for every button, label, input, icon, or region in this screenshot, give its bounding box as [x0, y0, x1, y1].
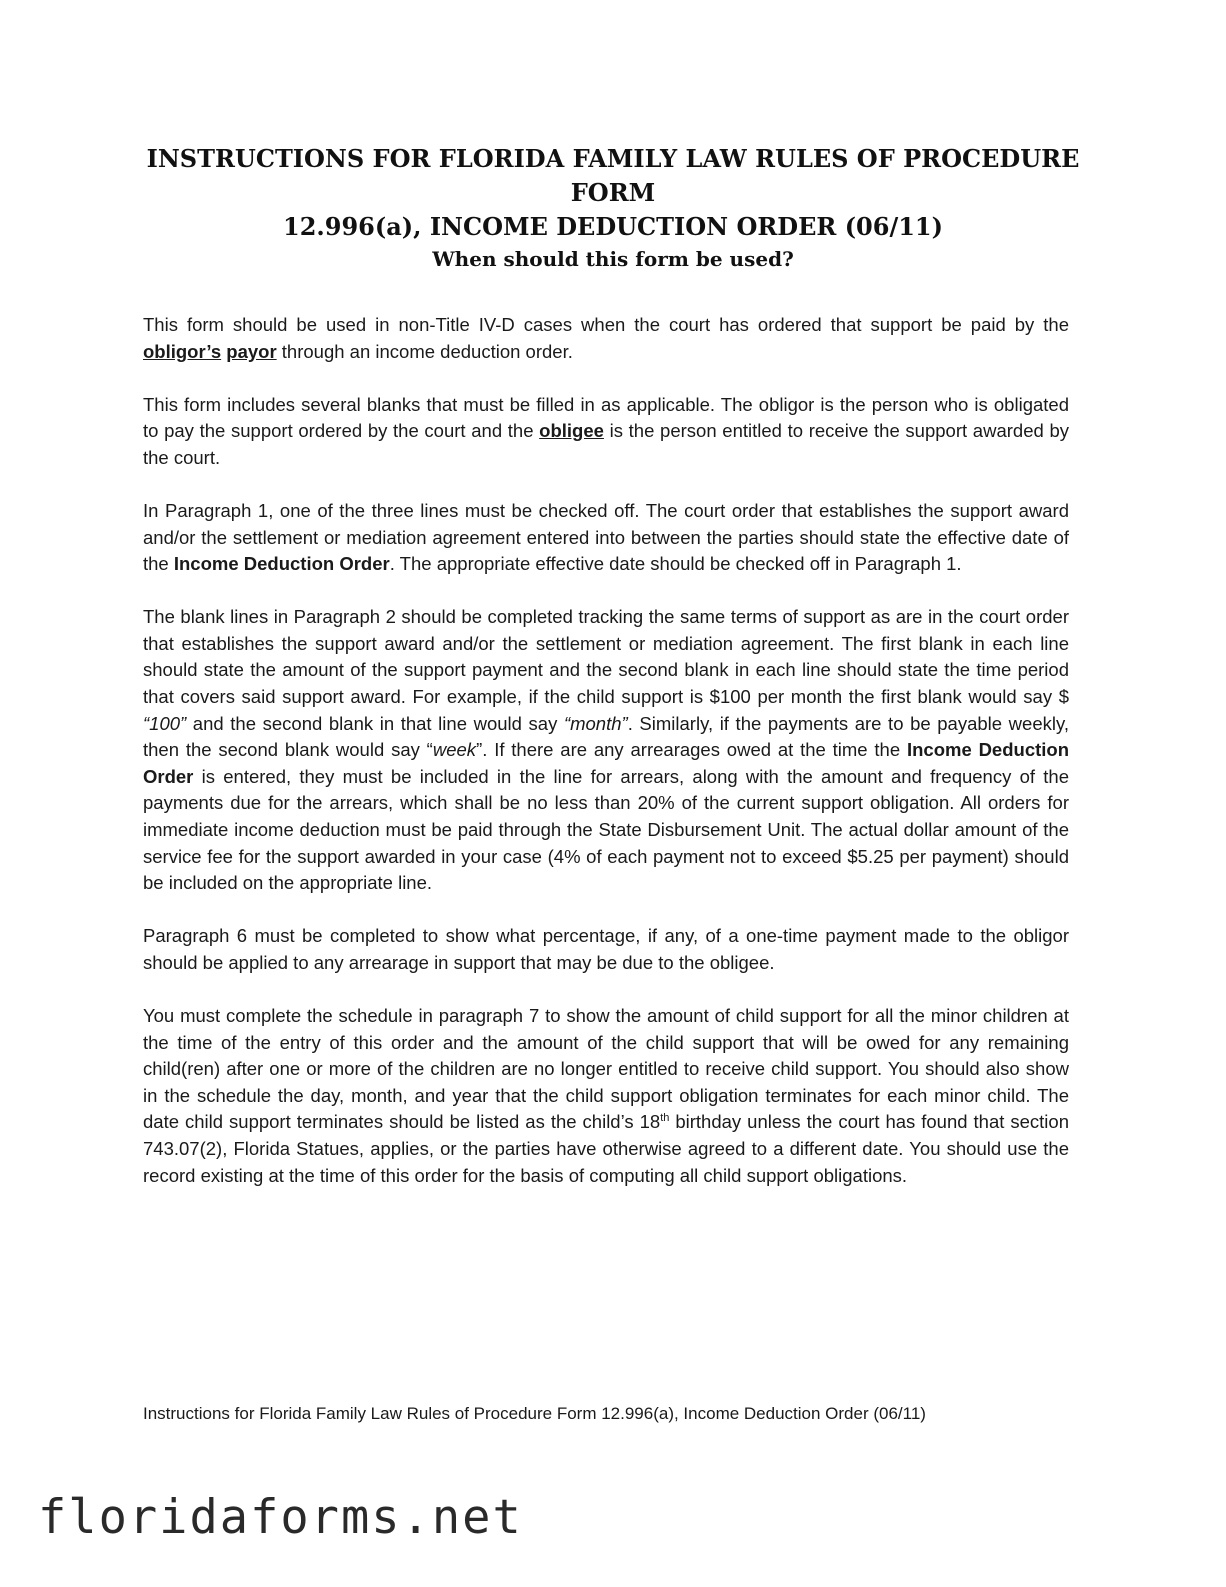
- paragraph-one: [143, 498, 1069, 578]
- text-run: . The appropriate effective date should be checked off in Paragraph 1.: [389, 553, 962, 575]
- text-run: The blank lines in Paragraph 2 should be completed tracking the same terms of support as are in the court order that establishes the support award and/or the settlement or mediation agreement. The first blank in each line should state the amount of the support payment and the second blank in each line should state the time period that covers said support award. For example, if the child support is $100 per month the first blank would say $: [143, 606, 1069, 708]
- text-run: ”. If there are any arrearages owed at the time the: [476, 739, 907, 761]
- term-obligors: obligor’s: [143, 340, 222, 362]
- paragraph-blanks: [143, 392, 1069, 472]
- paragraph-usage: [143, 312, 1069, 365]
- text-run: is entered, they must be included in the line for arrears, along with the amount and frequency of the payments due for the arrears, which shall be no less than 20% of the current support obligation. All orders for immediate income deduction must be paid through the State Disbursement Unit. The actual dollar amount of the service fee for the support awarded in your case (4% of each payment not to exceed $5.25 per payment) should be included on the appropriate line.: [143, 765, 1069, 894]
- page-title: [120, 142, 1106, 244]
- text-run: birthday unless the court has found that section 743.07(2), Florida Statues, applies, or the parties have otherwise agreed to a different date. You should use the record existing at the time of this order for the basis of computing all child support obligations.: [143, 1111, 1069, 1186]
- term-obligee: obligee: [539, 420, 604, 442]
- term-income-deduction-order: Income Deduction Order: [143, 739, 1070, 787]
- example-100: “100”: [143, 712, 187, 734]
- site-watermark: floridaforms.net: [38, 1490, 523, 1545]
- example-month: “month”: [563, 712, 628, 734]
- term-income-deduction-order: Income Deduction Order: [173, 553, 390, 575]
- paragraph-seven: [143, 1003, 1069, 1189]
- superscript-th: th: [660, 1112, 670, 1125]
- text-run: is the person entitled to receive the support awarded by the court.: [143, 420, 1069, 468]
- paragraph-six: [143, 923, 1069, 976]
- text-run: through an income deduction order.: [276, 340, 573, 362]
- text-run: In Paragraph 1, one of the three lines must be checked off. The court order that establishes the support award and/or the settlement or mediation agreement entered into between the parties should state the effective date of the: [143, 499, 1069, 575]
- instructions-body: [143, 312, 1069, 1216]
- term-payor: payor: [226, 340, 277, 362]
- text-run: You must complete the schedule in paragraph 7 to show the amount of child support for all the minor children at the time of the entry of this order and the amount of the child support that will be owed for any remaining child(ren) after one or more of the children are no longer entitled to receive child support. You should also show in the schedule the day, month, and year that the child support obligation terminates for each minor child. The date child support terminates should be listed as the child’s 18: [143, 1004, 1069, 1133]
- page-footer: Instructions for Florida Family Law Rules of Procedure Form 12.996(a), Income Deduction Order (06/11): [143, 1404, 926, 1423]
- text-run: and the second blank in that line would say: [186, 712, 564, 734]
- text-run: Paragraph 6 must be completed to show what percentage, if any, of a one-time payment made to the obligor should be applied to any arrearage in support that may be due to the obligee.: [143, 925, 1069, 973]
- title-line-1: INSTRUCTIONS FOR FLORIDA FAMILY LAW RULES OF PROCEDURE FORM: [146, 144, 1080, 207]
- example-week: week: [432, 739, 477, 761]
- text-run: This form should be used in non-Title IV-D cases when the court has ordered that support be paid by the: [143, 314, 1069, 335]
- text-run: . Similarly, if the payments are to be payable weekly, then the second blank would say “: [143, 712, 1069, 761]
- text-run: This form includes several blanks that must be filled in as applicable. The obligor is the person who is obligated to pay the support ordered by the court and the: [143, 393, 1069, 442]
- title-line-2: 12.996(a), INCOME DEDUCTION ORDER (06/11): [283, 212, 943, 241]
- paragraph-two: [143, 604, 1069, 897]
- section-heading: When should this form be used?: [432, 247, 794, 271]
